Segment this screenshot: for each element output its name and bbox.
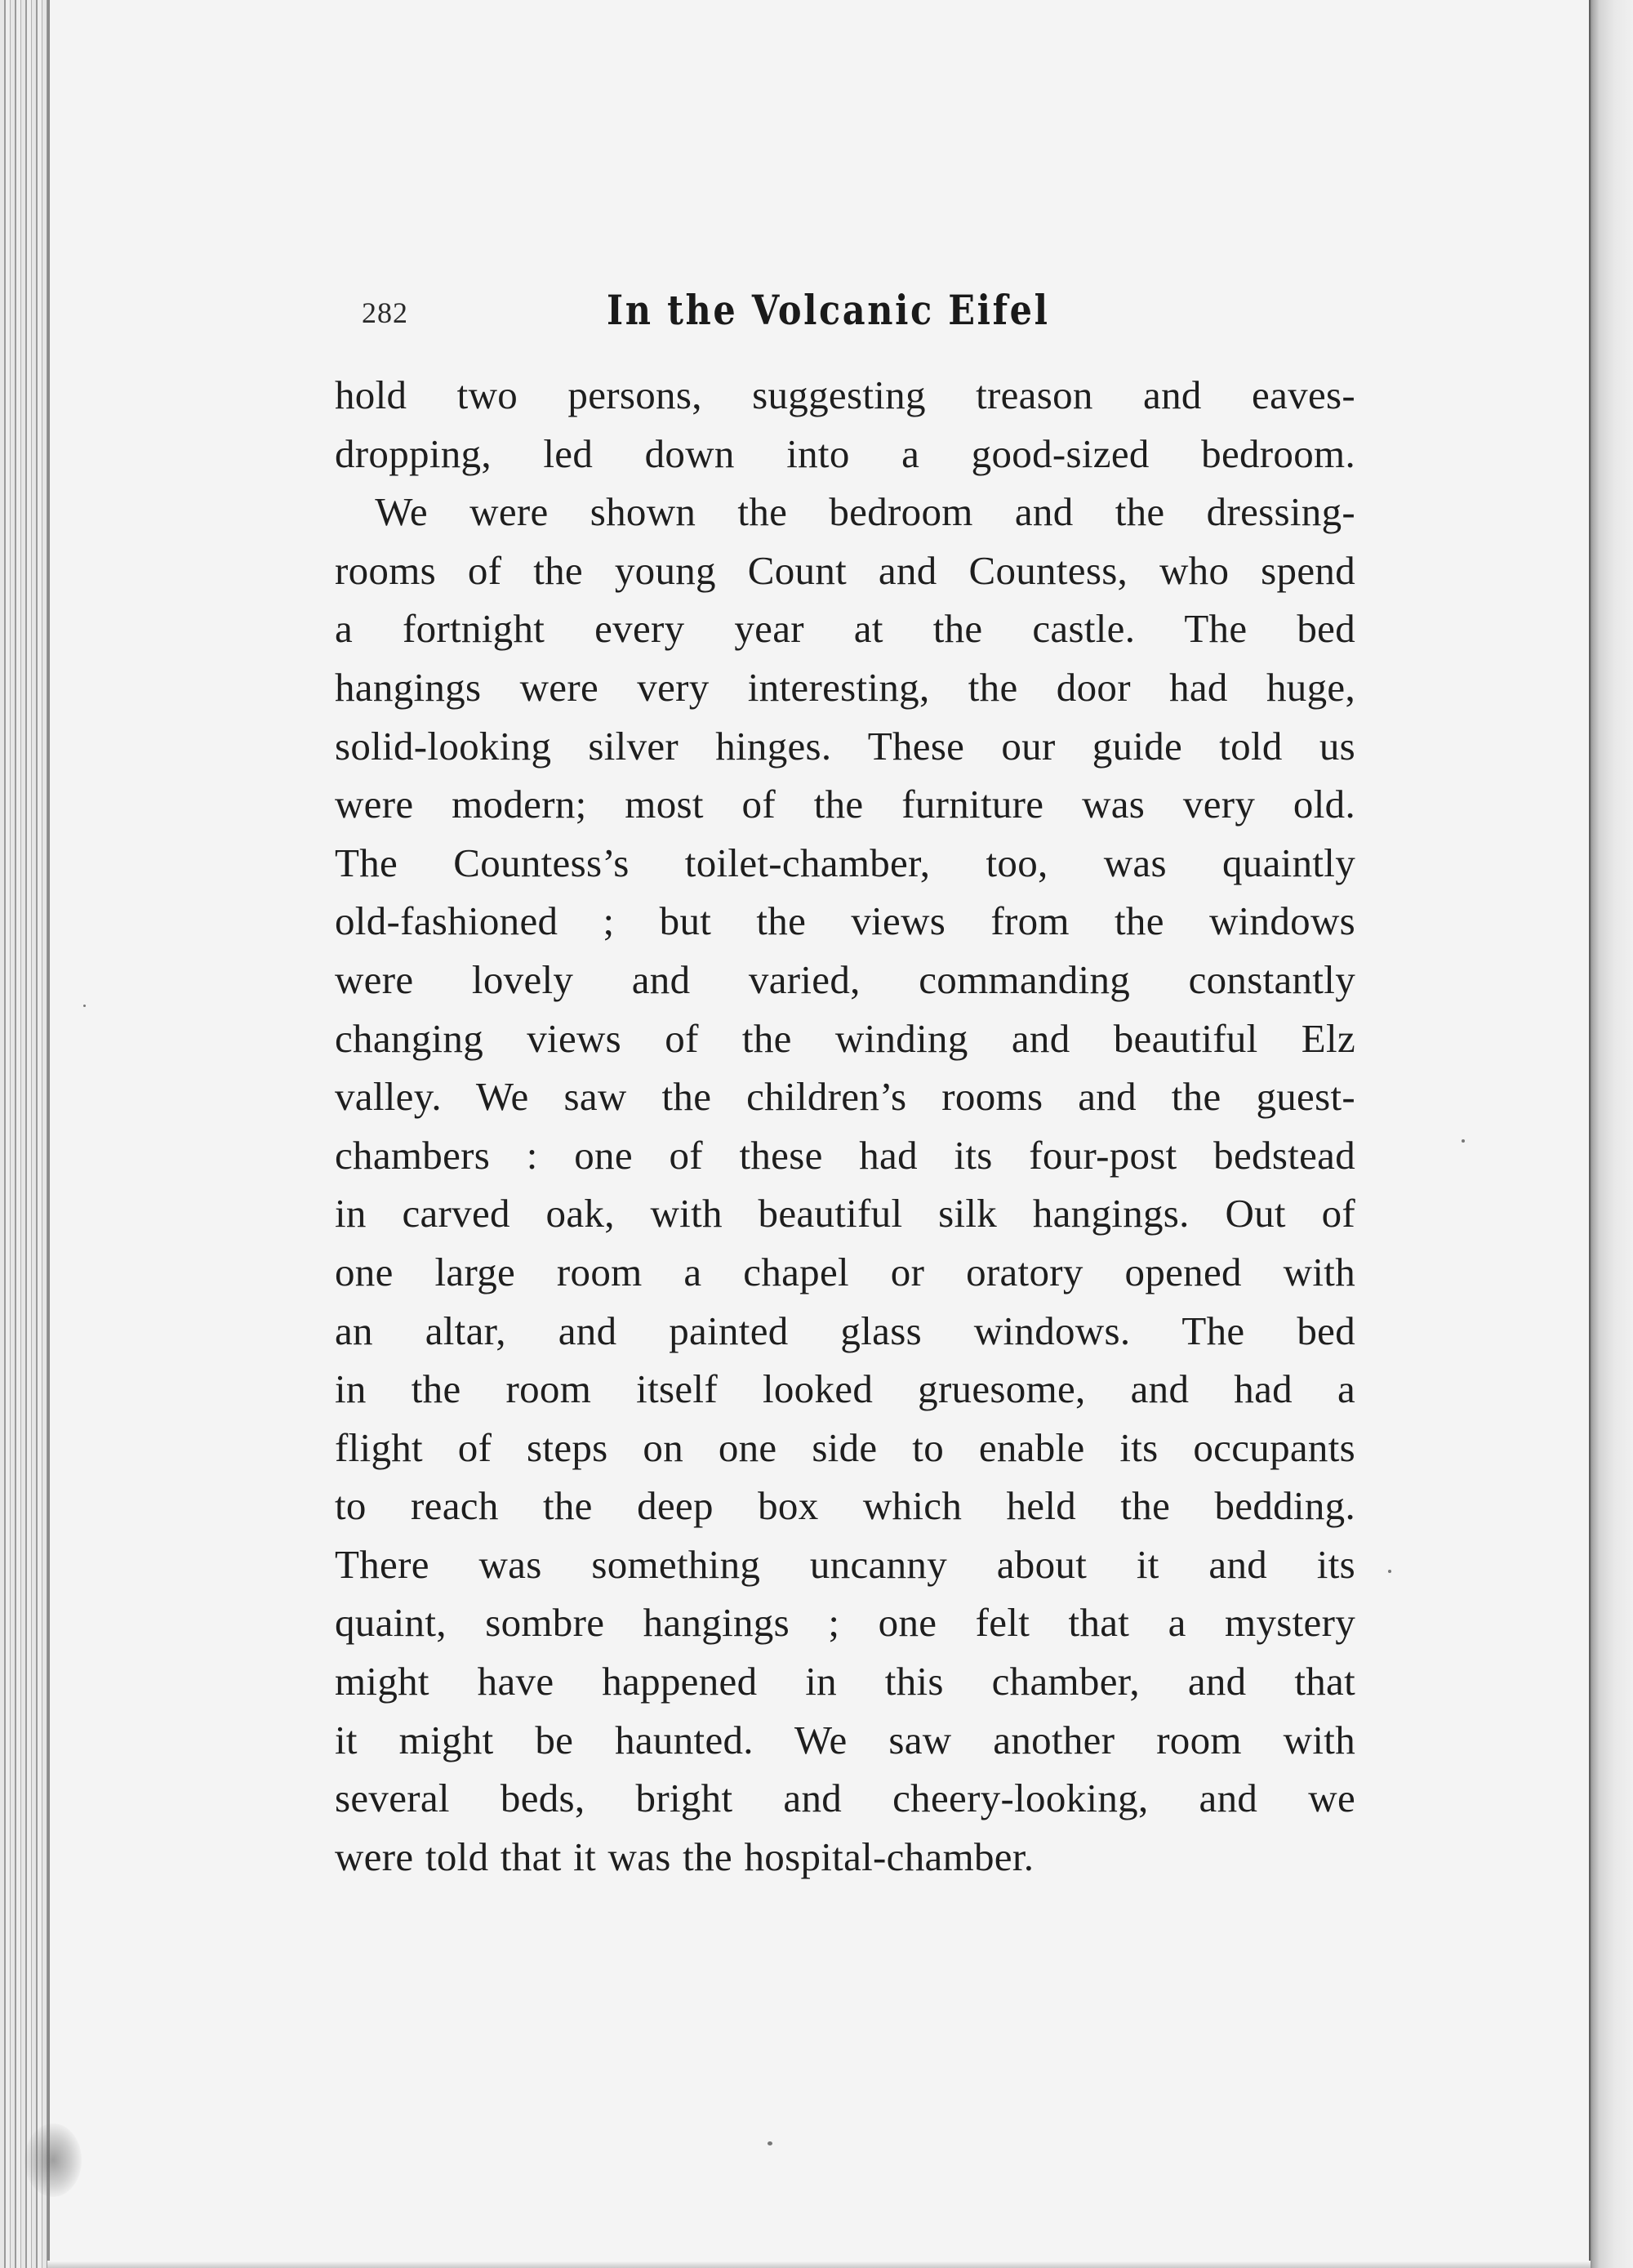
text-line: There was something uncanny about it and its <box>335 1541 1355 1587</box>
book-binding-edge <box>0 0 50 2268</box>
next-page-edge <box>1590 0 1633 2268</box>
text-line: chambers : one of these had its four-post bedstead <box>335 1132 1355 1178</box>
text-line: to reach the deep box which held the bedding. <box>335 1483 1355 1529</box>
page-number <box>362 296 408 330</box>
running-head-title: In the Volcanic Eifel <box>607 286 1050 334</box>
text-line: solid-looking silver hinges. These our guide told us <box>335 723 1355 769</box>
text-line: old-fashioned ; but the views from the windows <box>335 898 1355 944</box>
page-number-text: 282 <box>362 296 408 329</box>
paper-speck <box>1388 1570 1391 1573</box>
page-gutter-line <box>1589 0 1591 2268</box>
text-line: We were shown the bedroom and the dressing- <box>335 489 1355 535</box>
text-line: quaint, sombre hangings ; one felt that a mystery <box>335 1600 1355 1646</box>
text-line: a fortnight every year at the castle. The bed <box>335 606 1355 652</box>
text-line: in the room itself looked gruesome, and had a <box>335 1366 1355 1412</box>
text-line: hold two persons, suggesting treason and eaves- <box>335 372 1355 417</box>
text-line: in carved oak, with beautiful silk hangings. Out of <box>335 1191 1355 1236</box>
page-bottom-edge <box>47 2261 1591 2268</box>
text-line: several beds, bright and cheery-looking, and we <box>335 1776 1355 1821</box>
text-line: valley. We saw the children’s rooms and the guest- <box>335 1074 1355 1120</box>
text-line: rooms of the young Count and Countess, who spend <box>335 547 1355 593</box>
thumb-smudge <box>24 2123 82 2197</box>
text-line: might have happened in this chamber, and that <box>335 1659 1355 1704</box>
text-line: one large room a chapel or oratory opened with <box>335 1249 1355 1294</box>
paper-speck <box>83 1005 86 1007</box>
paper-speck <box>1462 1139 1465 1143</box>
text-line: were lovely and varied, commanding constantly <box>335 956 1355 1002</box>
text-line-last: were told that it was the hospital-chamber. <box>335 1834 1035 1879</box>
text-line: hangings were very interesting, the door had huge, <box>335 664 1355 710</box>
text-line: dropping, led down into a good-sized bedroom. <box>335 430 1355 476</box>
body-text <box>335 366 1355 1886</box>
text-line: flight of steps on one side to enable its occupants <box>335 1424 1355 1470</box>
text-line: it might be haunted. We saw another room with <box>335 1717 1355 1762</box>
text-line: The Countess’s toilet-chamber, too, was quaintly <box>335 840 1355 885</box>
text-line: were modern; most of the furniture was very old. <box>335 782 1355 827</box>
running-head <box>362 286 1358 343</box>
text-line: an altar, and painted glass windows. The bed <box>335 1308 1355 1353</box>
text-line: changing views of the winding and beautiful Elz <box>335 1015 1355 1061</box>
paper-speck <box>768 2141 772 2145</box>
